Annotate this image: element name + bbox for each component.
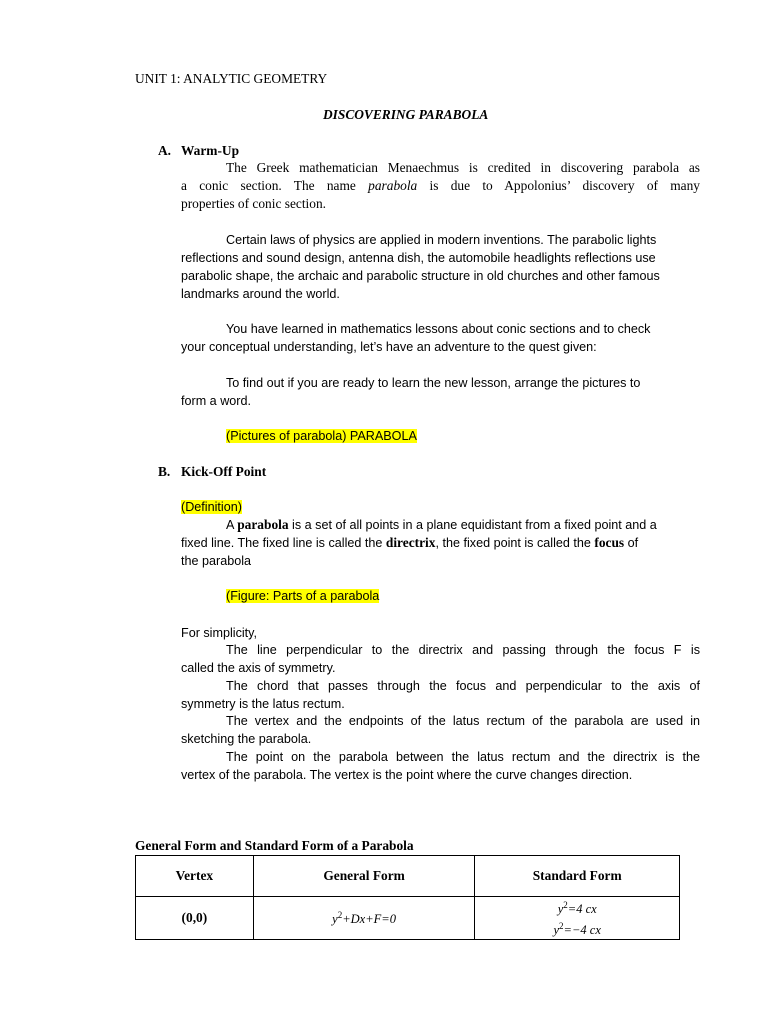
lesson-title: DISCOVERING PARABOLA	[323, 107, 489, 122]
standard-form-equation-2: $y^2=-4$ cx	[553, 921, 601, 937]
axis-symmetry-line2: called the axis of symmetry.	[181, 661, 336, 675]
warmup-p2-line2: reflections and sound design, antenna dish, the automobile headlights reflections use	[181, 251, 656, 265]
pictures-of-parabola-note: (Pictures of parabola) PARABOLA	[226, 429, 417, 443]
section-a-letter: A.	[158, 143, 172, 158]
warmup-p1-line1: The Greek mathematician Menaechmus is credited in discovering parabola as	[226, 160, 700, 175]
definition-label: (Definition)	[181, 500, 242, 514]
section-b-heading: Kick-Off Point	[181, 464, 267, 479]
warmup-p2-line4: landmarks around the world.	[181, 287, 340, 301]
definition-line1: A parabola is a set of all points in a plane equidistant from a fixed point and a	[226, 517, 657, 532]
latus-rectum-line2: symmetry is the latus rectum.	[181, 697, 345, 711]
figure-label: (Figure: Parts of a parabola	[226, 589, 380, 603]
section-a-heading: Warm-Up	[181, 143, 240, 158]
section-b-letter: B.	[158, 464, 171, 479]
header-vertex: Vertex	[136, 856, 254, 897]
definition-line2: fixed line. The fixed line is called the directrix, the fixed point is called the focus of	[181, 535, 639, 550]
warmup-p3-line2: your conceptual understanding, let’s have an adventure to the quest given:	[181, 340, 597, 354]
table-header-row	[136, 856, 680, 897]
cell-general-form	[253, 897, 475, 940]
latus-rectum-line1: The chord that passes through the focus and perpendicular to the axis of	[226, 679, 700, 693]
parabola-forms-table	[135, 855, 680, 940]
definition-line3: the parabola	[181, 554, 252, 568]
warmup-p1-line2: a conic section. The name parabola is due to Appolonius’ discovery of many	[181, 178, 700, 193]
vertex-line2: vertex of the parabola. The vertex is the point where the curve changes direction.	[181, 768, 633, 782]
warmup-p2-line1: Certain laws of physics are applied in modern inventions. The parabolic lights	[226, 233, 657, 247]
standard-form-equation-1: $y^2=4$ cx	[557, 900, 597, 916]
sketching-line1: The vertex and the endpoints of the latus rectum of the parabola are used in	[226, 714, 700, 728]
cell-vertex: (0,0)	[136, 897, 254, 940]
general-form-equation: $y^2+Dx+F=0$	[332, 909, 396, 926]
axis-symmetry-line1: The line perpendicular to the directrix and passing through the focus F is	[226, 643, 700, 657]
for-simplicity: For simplicity,	[181, 626, 258, 640]
sketching-line2: sketching the parabola.	[181, 732, 312, 746]
warmup-p2-line3: parabolic shape, the archaic and parabolic structure in old churches and other famous	[181, 269, 660, 283]
warmup-p1-line3: properties of conic section.	[181, 196, 327, 211]
vertex-line1: The point on the parabola between the latus rectum and the directrix is the	[226, 750, 700, 764]
table-row	[136, 897, 680, 940]
warmup-p4-line1: To find out if you are ready to learn the new lesson, arrange the pictures to	[226, 376, 641, 390]
table-caption: General Form and Standard Form of a Parabola	[135, 838, 414, 853]
unit-title: UNIT 1: ANALYTIC GEOMETRY	[135, 71, 328, 86]
cell-standard-form	[475, 897, 680, 940]
warmup-p3-line1: You have learned in mathematics lessons about conic sections and to check	[226, 322, 651, 336]
header-general-form: General Form	[253, 856, 475, 897]
header-standard-form: Standard Form	[475, 856, 680, 897]
warmup-p4-line2: form a word.	[181, 394, 251, 408]
